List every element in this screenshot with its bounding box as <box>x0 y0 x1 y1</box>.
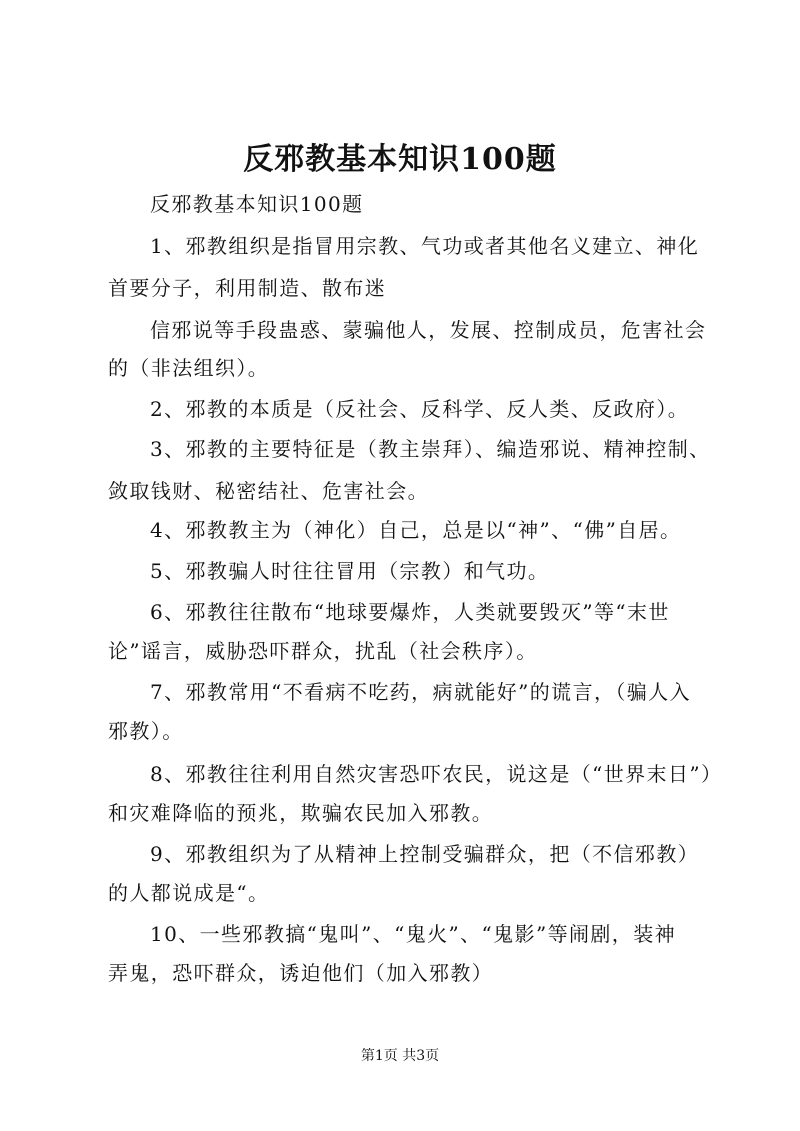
text-line: 5、邪教骗人时往往冒用（宗教）和气功。 <box>150 559 550 583</box>
text-line: 的（非法组织）。 <box>108 356 270 380</box>
text-line: 10、一些邪教搞“鬼叫”、“鬼火”、“鬼影”等闹剧，装神 <box>150 922 676 946</box>
text-line: 和灾难降临的预兆，欺骗农民加入邪教。 <box>108 801 494 825</box>
page-footer: 第1页 共3页 <box>360 1048 440 1064</box>
document-title: 反邪教基本知识100题 <box>243 142 557 177</box>
text-line: 反邪教基本知识100题 <box>150 192 364 216</box>
text-line: 信邪说等手段蛊惑、蒙骗他人，发展、控制成员，危害社会 <box>150 318 707 342</box>
text-line: 2、邪教的本质是（反社会、反科学、反人类、反政府）。 <box>150 397 690 421</box>
text-line: 3、邪教的主要特征是（教主崇拜）、编造邪说、精神控制、 <box>150 437 711 461</box>
text-line: 敛取钱财、秘密结社、危害社会。 <box>108 479 429 503</box>
text-line: 弄鬼，恐吓群众，诱迫他们（加入邪教） <box>108 961 494 985</box>
text-line: 邪教）。 <box>108 719 184 743</box>
text-line: 4、邪教教主为（神化）自己，总是以“神”、“佛”自居。 <box>150 518 682 542</box>
text-line: 1、邪教组织是指冒用宗教、气功或者其他名义建立、神化 <box>150 234 700 258</box>
text-line: 的人都说成是“。 <box>108 881 270 905</box>
text-line: 9、邪教组织为了从精神上控制受骗群众，把（不信邪教） <box>150 842 700 866</box>
text-line: 论”谣言，威胁恐吓群众，扰乱（社会秩序）。 <box>108 639 538 663</box>
text-line: 8、邪教往往利用自然灾害恐吓农民，说这是（“世界末日”） <box>150 762 723 786</box>
text-line: 6、邪教往往散布“地球要爆炸，人类就要毁灭”等“末世 <box>150 600 670 624</box>
text-line: 首要分子，利用制造、散布迷 <box>108 276 387 300</box>
text-line: 7、邪教常用“不看病不吃药，病就能好”的谎言，（骗人入 <box>150 680 691 704</box>
